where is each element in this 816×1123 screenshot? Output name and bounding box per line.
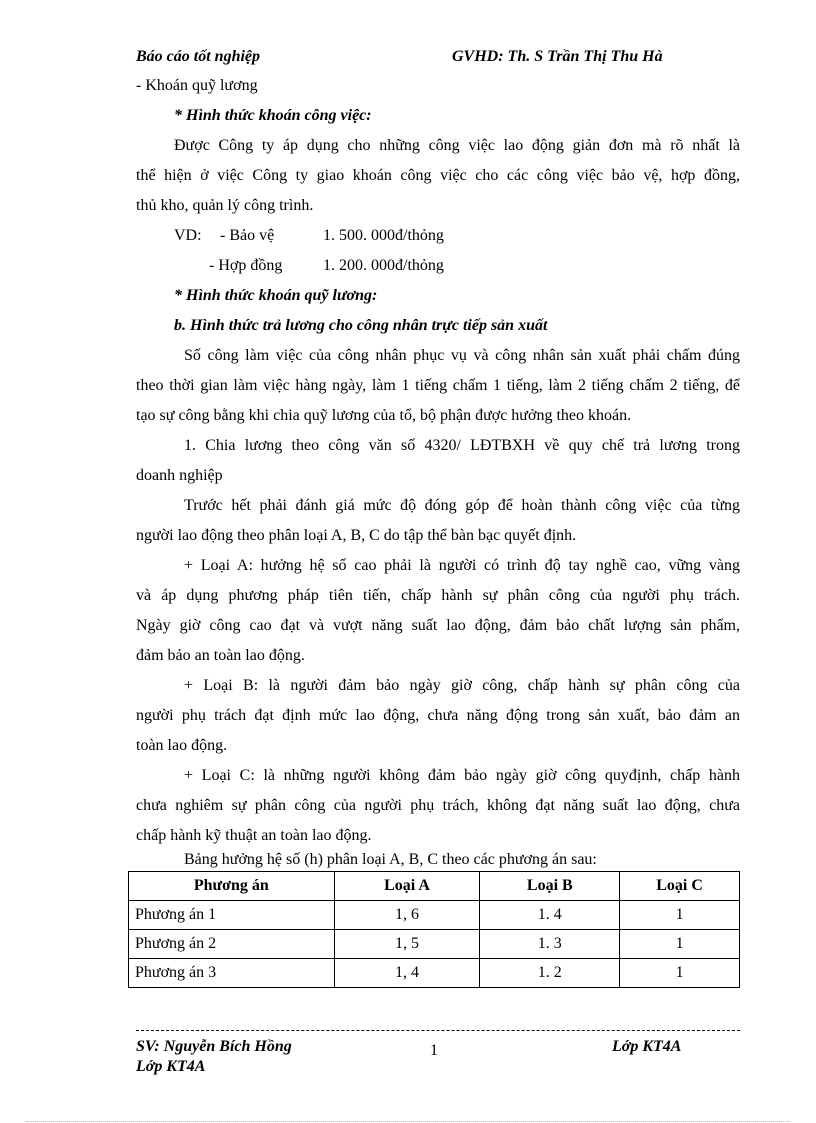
table-cell: 1, 6 [334,901,480,930]
example-prefix: VD: [174,227,202,244]
table-header-cell: Loại B [480,872,620,901]
table-cell: 1, 4 [334,959,480,988]
table-header-row [129,872,740,901]
table-cell: Phương án 3 [129,959,335,988]
example-label: - Hợp đồng [209,257,283,274]
page-number: 1 [430,1042,438,1059]
table-cell: 1, 5 [334,930,480,959]
table-cell: 1 [620,959,740,988]
table-row [129,959,740,988]
header-right: GVHD: Th. S Trần Thị Thu Hà [452,48,663,65]
body-line: 1. Chia lương theo công văn số 4320/ LĐTBXH về quy chế trả lương trong [184,437,740,454]
body-line: theo thời gian làm việc hàng ngày, làm 1 tiếng chấm 1 tiếng, làm 2 tiếng chấm 2 tiếng, để [136,377,740,394]
body-line: chấp hành kỹ thuật an toàn lao động. [136,827,372,844]
table-header-cell: Loại C [620,872,740,901]
footer-student: SV: Nguyễn Bích Hồng [136,1038,292,1055]
body-line: Số công làm việc của công nhân phục vụ và công nhân sản xuất phải chấm đúng [184,347,740,364]
table-cell: 1. 3 [480,930,620,959]
body-line: + Loại C: là những người không đảm bảo ngày giờ công quyđịnh, chấp hành [184,767,740,784]
section-heading: * Hình thức khoán quỹ lương: [174,287,378,304]
table-header-cell: Phương án [129,872,335,901]
body-line: chưa nghiêm sự phân công của người phụ trách, không đạt năng suất lao động, chưa [136,797,740,814]
table-header-cell: Loại A [334,872,480,901]
table-cell: 1. 4 [480,901,620,930]
body-line: + Loại A: hưởng hệ số cao phải là người có trình độ tay nghề cao, vững vàng [184,557,740,574]
example-label: - Bảo vệ [220,227,275,244]
body-line: - Khoán quỹ lương [136,77,258,94]
footer-class-left: Lớp KT4A [136,1058,206,1075]
body-line: thể hiện ở việc Công ty giao khoán công việc cho các công việc bảo vệ, hợp đồng, [136,167,740,184]
table-cell: 1 [620,930,740,959]
table-row [129,930,740,959]
footer-divider [136,1030,740,1031]
coefficient-table [128,871,740,988]
body-line: người lao động theo phân loại A, B, C do tập thể bàn bạc quyết định. [136,527,577,544]
page-bottom-divider [26,1121,790,1122]
section-heading: b. Hình thức trả lương cho công nhân trực tiếp sản xuất [174,317,548,334]
table-row [129,901,740,930]
body-line: tạo sự công bằng khi chia quỹ lương của tổ, bộ phận được hưởng theo khoán. [136,407,632,424]
body-line: và áp dụng phương pháp tiên tiến, chấp hành sự phân công của người phụ trách. [136,587,740,604]
section-heading: * Hình thức khoán công việc: [174,107,372,124]
body-line: toàn lao động. [136,737,228,754]
example-value: 1. 200. 000đ/thỏng [323,257,444,274]
body-line: người phụ trách đạt định mức lao động, chưa năng động trong sản xuất, bảo đảm an [136,707,740,724]
table-caption: Bảng hưởng hệ số (h) phân loại A, B, C theo các phương án sau: [184,851,597,868]
footer-class-right: Lớp KT4A [612,1038,682,1055]
header-left: Báo cáo tốt nghiệp [136,48,261,65]
table-cell: 1. 2 [480,959,620,988]
body-line: đảm bảo an toàn lao động. [136,647,305,664]
body-line: + Loại B: là người đảm bảo ngày giờ công, chấp hành sự phân công của [184,677,740,694]
table-cell: Phương án 1 [129,901,335,930]
example-value: 1. 500. 000đ/thỏng [323,227,444,244]
body-line: doanh nghiệp [136,467,223,484]
body-line: Trước hết phải đánh giá mức độ đóng góp để hoàn thành công việc của từng [184,497,740,514]
body-line: Được Công ty áp dụng cho những công việc lao động giản đơn mà rõ nhất là [174,137,740,154]
body-line: Ngày giờ công cao đạt và vượt năng suất lao động, đảm bảo chất lượng sản phẩm, [136,617,740,634]
body-line: thủ kho, quản lý công trình. [136,197,314,214]
table-cell: 1 [620,901,740,930]
table-cell: Phương án 2 [129,930,335,959]
